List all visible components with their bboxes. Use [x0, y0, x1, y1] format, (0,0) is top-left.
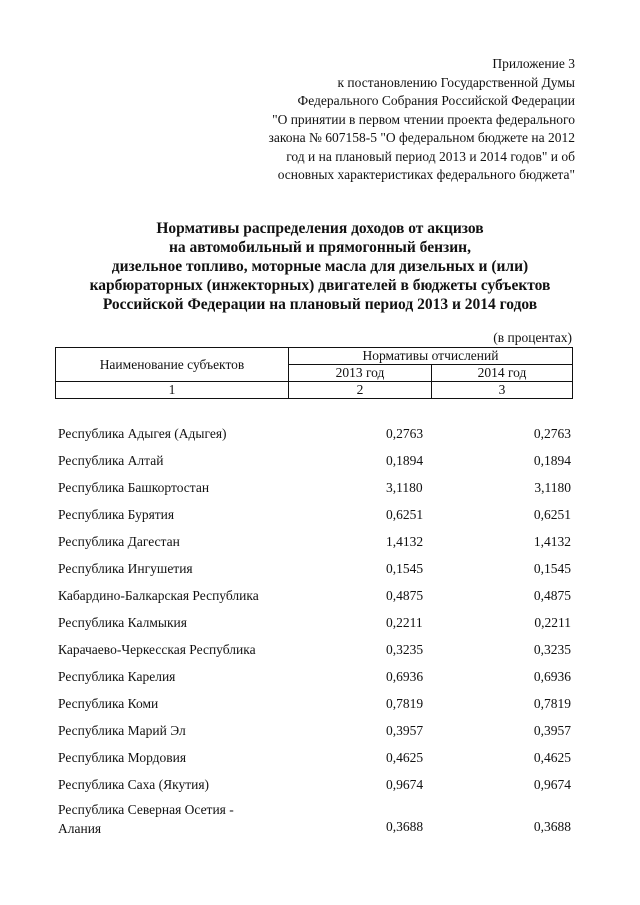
table-row [58, 420, 573, 447]
value-2013: 0,1545 [386, 561, 424, 576]
region-name: Республика Башкортостан [58, 480, 210, 495]
region-name: Республика Дагестан [58, 534, 180, 549]
value-2014: 0,4625 [533, 750, 571, 765]
title-line: на автомобильный и прямогонный бензин, [168, 239, 471, 256]
value-2013: 1,4132 [386, 534, 424, 549]
value-2013: 0,3957 [386, 723, 424, 738]
table-row [58, 555, 573, 582]
value-2014: 3,1180 [534, 480, 571, 495]
region-name: Республика Адыгея (Адыгея) [58, 426, 227, 441]
value-2014: 0,9674 [533, 777, 571, 792]
table-row [58, 717, 573, 744]
value-2014: 0,2211 [534, 615, 571, 630]
value-2014: 0,3957 [533, 723, 571, 738]
column-header-2014: 2014 год [432, 365, 573, 382]
region-name: Республика Карелия [58, 669, 176, 684]
column-header-2013: 2013 год [289, 365, 432, 382]
region-name: Республика Коми [58, 696, 159, 711]
region-name-line: Алания [58, 821, 102, 836]
table-row [58, 663, 573, 690]
title-line: дизельное топливо, моторные масла для дизельных и (или) [111, 258, 529, 275]
appendix-line: Федерального Собрания Российской Федерации [297, 93, 575, 108]
value-2013: 0,3235 [386, 642, 424, 657]
appendix-line: закона № 607158-5 "О федеральном бюджете на 2012 [268, 130, 575, 145]
value-2013: 0,9674 [386, 777, 424, 792]
appendix-line: к постановлению Государственной Думы [337, 74, 575, 90]
region-name: Республика Ингушетия [58, 561, 193, 576]
column-number-2: 2 [289, 382, 432, 399]
value-2013: 0,1894 [386, 453, 424, 468]
table-row [58, 528, 573, 555]
value-2013: 0,4625 [386, 750, 424, 765]
value-2013: 0,2763 [386, 426, 424, 441]
table-row [58, 501, 573, 528]
column-number-3: 3 [432, 382, 573, 399]
region-name: Карачаево-Черкесская Республика [58, 642, 256, 657]
title-line: Российской Федерации на плановый период 2013 и 2014 годов [102, 296, 538, 313]
region-name: Республика Мордовия [58, 750, 187, 765]
title-line: карбюраторных (инжекторных) двигателей в бюджеты субъектов [89, 277, 551, 294]
value-2013: 0,7819 [386, 696, 424, 711]
table-row [58, 609, 573, 636]
value-2014: 0,4875 [533, 588, 571, 603]
region-name [58, 800, 234, 838]
appendix-line: Приложение 3 [492, 56, 575, 71]
document-title [40, 219, 600, 314]
value-2013: 3,1180 [386, 480, 423, 495]
column-number-1: 1 [56, 382, 289, 399]
value-2014: 1,4132 [533, 534, 571, 549]
value-2013: 0,4875 [386, 588, 424, 603]
column-header-name: Наименование субъектов [56, 348, 289, 382]
table-row [58, 447, 573, 474]
region-name: Республика Бурятия [58, 507, 175, 522]
value-2014: 0,3688 [533, 819, 571, 834]
region-name: Республика Саха (Якутия) [58, 777, 210, 792]
value-2014: 0,7819 [533, 696, 571, 711]
region-name: Кабардино-Балкарская Республика [58, 588, 259, 603]
table-body [58, 420, 573, 842]
table-header [55, 347, 573, 399]
value-2013: 0,6936 [386, 669, 424, 684]
value-2014: 0,6251 [533, 507, 571, 522]
title-line: Нормативы распределения доходов от акцизов [156, 220, 484, 237]
value-2014: 0,3235 [533, 642, 571, 657]
value-2014: 0,6936 [533, 669, 571, 684]
appendix-line: год и на плановый период 2013 и 2014 годов" и об [286, 148, 575, 164]
column-header-group: Нормативы отчислений [289, 348, 573, 365]
region-name: Республика Калмыкия [58, 615, 187, 630]
value-2014: 0,1545 [533, 561, 571, 576]
value-2013: 0,2211 [386, 615, 423, 630]
table-row [58, 744, 573, 771]
appendix-header [195, 55, 575, 185]
appendix-line: основных характеристиках федерального бюджета" [277, 167, 575, 182]
value-2014: 0,1894 [533, 453, 571, 468]
region-name: Республика Марий Эл [58, 723, 186, 738]
value-2013: 0,6251 [386, 507, 424, 522]
value-2013: 0,3688 [386, 819, 424, 834]
table-row [58, 474, 573, 501]
region-name-line: Республика Северная Осетия - [58, 802, 234, 817]
table-row [58, 771, 573, 798]
units-note: (в процентах) [493, 330, 572, 345]
table-row [58, 798, 573, 842]
table-row [58, 690, 573, 717]
appendix-line: "О принятии в первом чтении проекта федерального [272, 111, 575, 127]
table-row [58, 582, 573, 609]
table-row [58, 636, 573, 663]
value-2014: 0,2763 [533, 426, 571, 441]
region-name: Республика Алтай [58, 453, 164, 468]
